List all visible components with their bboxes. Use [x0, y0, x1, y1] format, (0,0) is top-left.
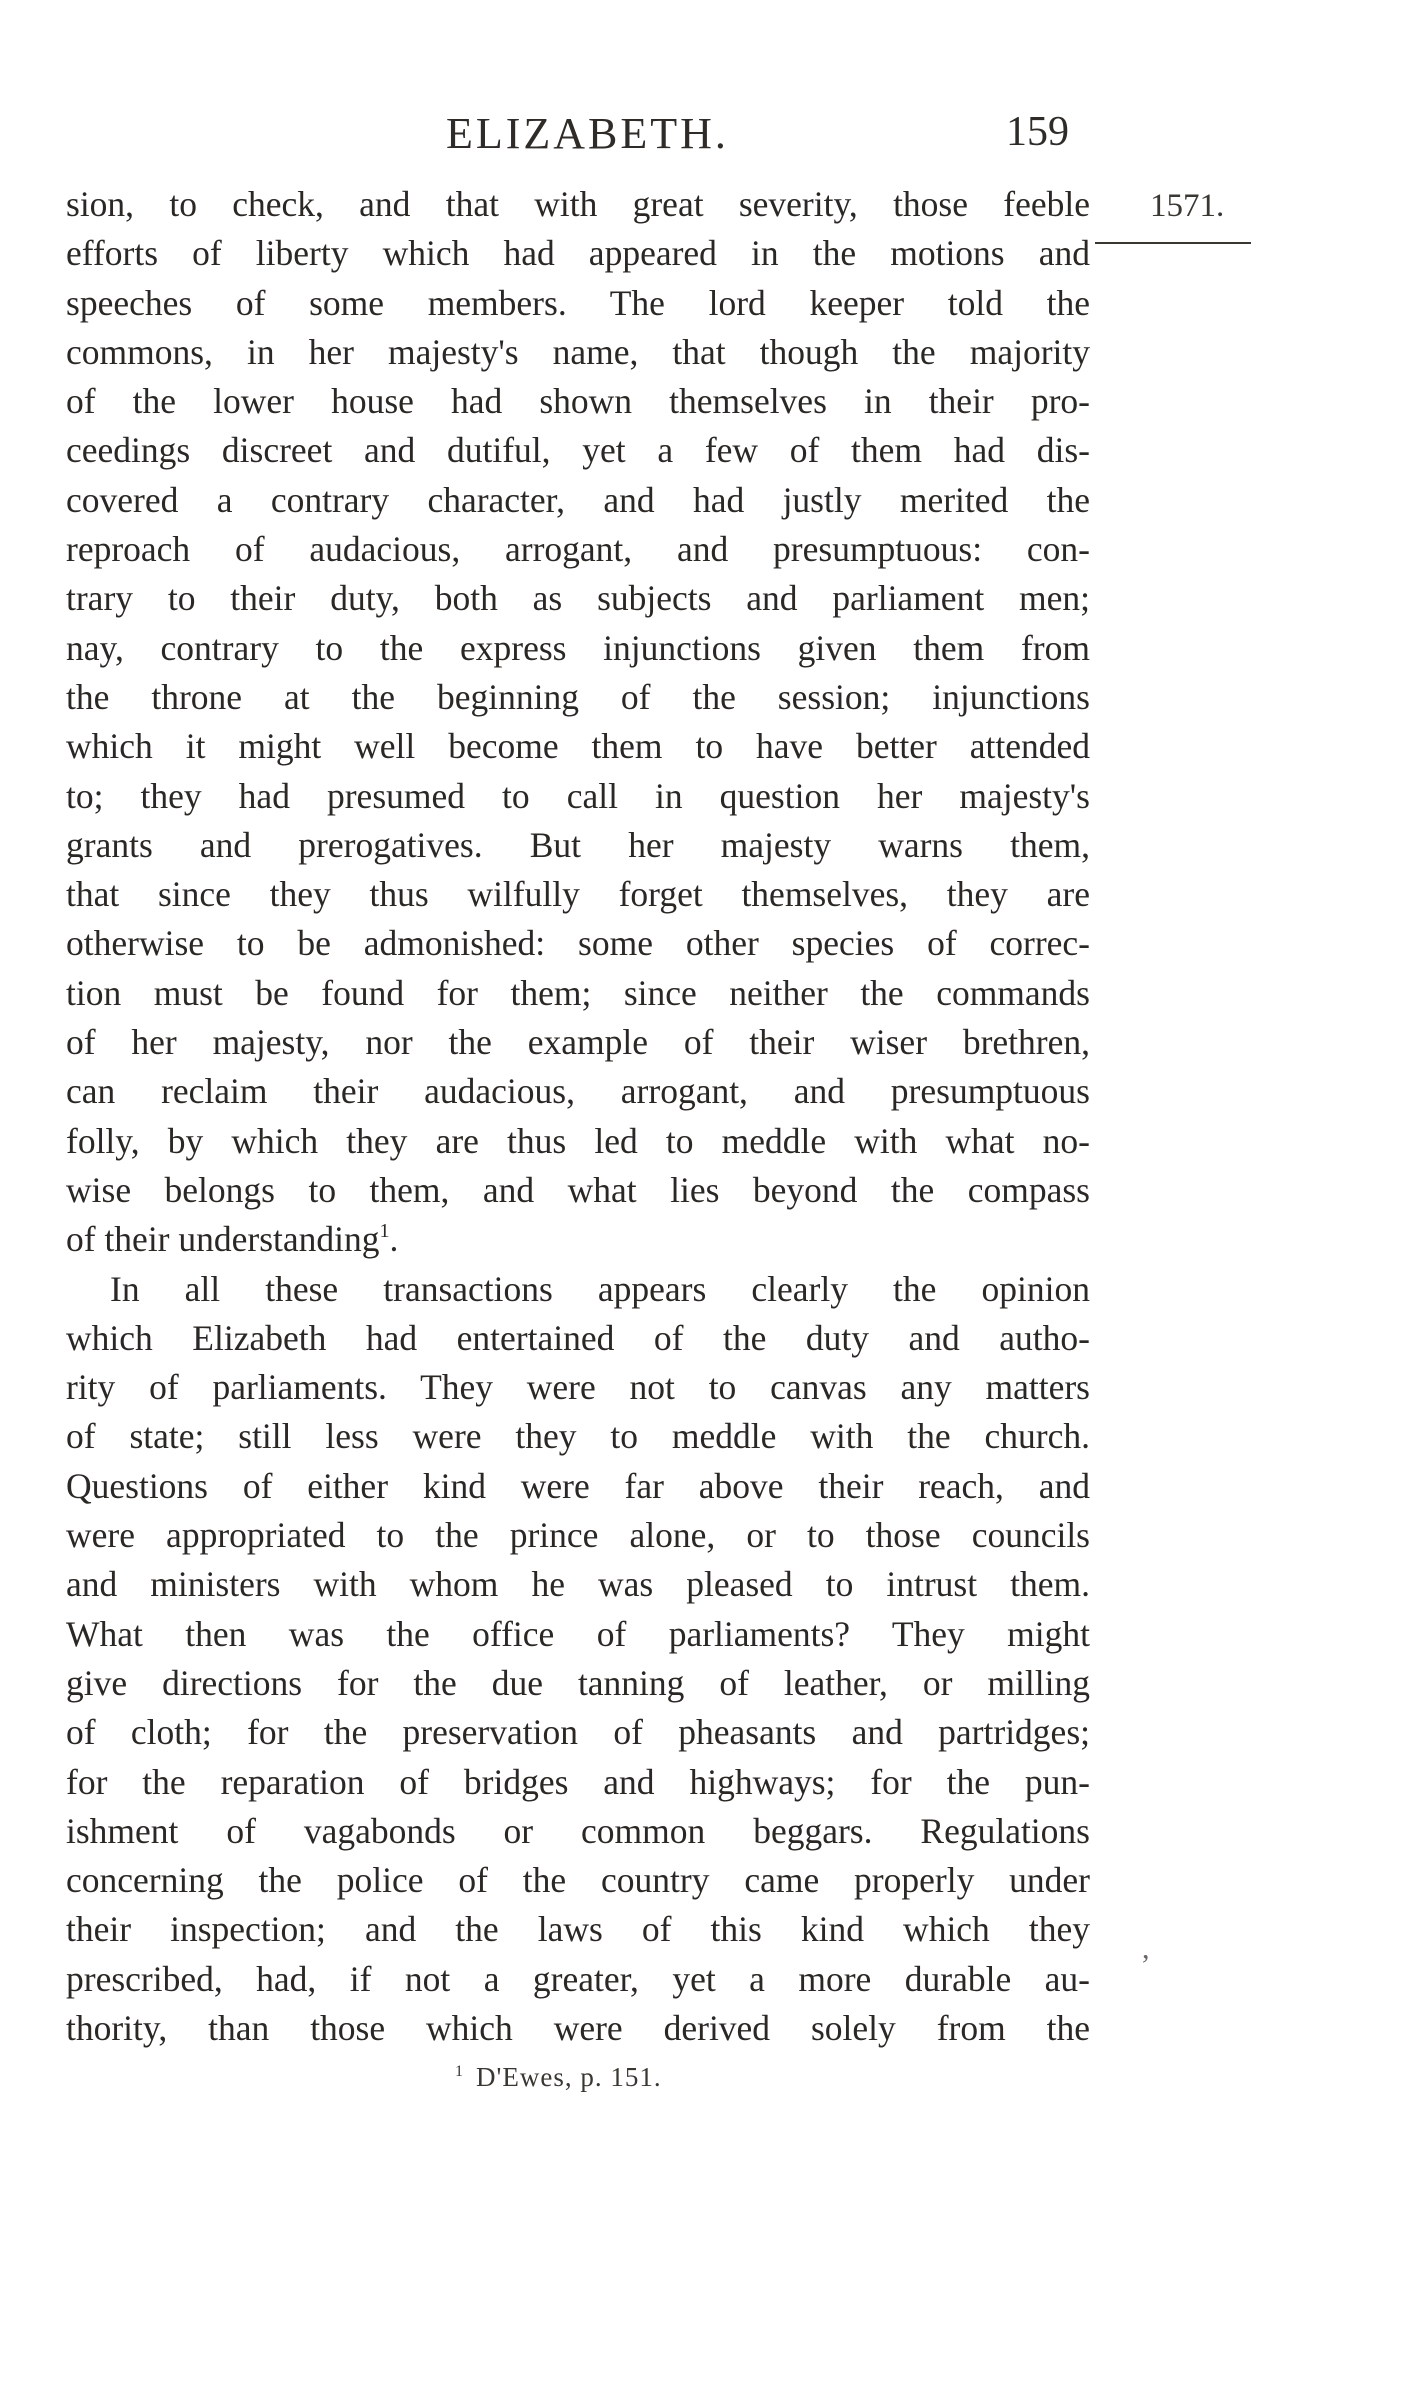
text-line: their inspection; and the laws of this kind which they — [66, 1909, 1090, 1950]
text-line: speeches of some members. The lord keeper told the — [66, 282, 1090, 323]
text-line: for the reparation of bridges and highways; for the pun- — [66, 1761, 1090, 1802]
text-line: can reclaim their audacious, arrogant, and presumptuous — [66, 1071, 1090, 1112]
text-line: tion must be found for them; since neither the commands — [66, 972, 1090, 1013]
text-line: to; they had presumed to call in question her majesty's — [66, 775, 1090, 816]
footnote — [455, 2062, 662, 2093]
print-speck: , — [1142, 1932, 1150, 1965]
text-line: grants and prerogatives. But her majesty warns them, — [66, 824, 1090, 865]
text-line: of her majesty, nor the example of their wiser brethren, — [66, 1022, 1090, 1063]
text-line: of state; still less were they to meddle with the church. — [66, 1416, 1090, 1457]
margin-rule — [1095, 242, 1251, 244]
text-line-last — [66, 1215, 1090, 1264]
paragraph-2 — [66, 1265, 1090, 2054]
text-line: give directions for the due tanning of leather, or milling — [66, 1662, 1090, 1703]
paragraph-1 — [66, 180, 1090, 1265]
text-line: of cloth; for the preservation of pheasants and partridges; — [66, 1712, 1090, 1753]
text-line: which it might well become them to have better attended — [66, 726, 1090, 767]
text-fragment: of their understanding — [66, 1219, 380, 1260]
text-line: and ministers with whom he was pleased to intrust them. — [66, 1564, 1090, 1605]
text-line: the throne at the beginning of the session; injunctions — [66, 676, 1090, 717]
text-line: folly, by which they are thus led to meddle with what no- — [66, 1120, 1090, 1161]
text-fragment: . — [389, 1219, 399, 1260]
text-line: nay, contrary to the express injunctions given them from — [66, 627, 1090, 668]
text-line: commons, in her majesty's name, that though the majority — [66, 331, 1090, 372]
text-line: What then was the office of parliaments? They might — [66, 1613, 1090, 1654]
text-line: concerning the police of the country came properly under — [66, 1860, 1090, 1901]
text-line: were appropriated to the prince alone, or to those councils — [66, 1515, 1090, 1556]
text-line: efforts of liberty which had appeared in the motions and — [66, 233, 1090, 274]
body-text — [66, 180, 1090, 2053]
text-line: otherwise to be admonished: some other species of correc- — [66, 923, 1090, 964]
text-line: trary to their duty, both as subjects and parliament men; — [66, 578, 1090, 619]
text-line: sion, to check, and that with great severity, those feeble — [66, 184, 1090, 224]
text-line: ceedings discreet and dutiful, yet a few of them had dis- — [66, 430, 1090, 471]
running-head — [66, 108, 1069, 168]
text-line-indented: In all these transactions appears clearly the opinion — [110, 1268, 1090, 1309]
text-line: thority, than those which were derived solely from the — [66, 2007, 1090, 2048]
text-line: prescribed, had, if not a greater, yet a more durable au- — [66, 1958, 1090, 1999]
text-line: which Elizabeth had entertained of the duty and autho- — [66, 1317, 1090, 1358]
footnote-number: 1 — [455, 2063, 464, 2080]
margin-year-note: 1571. — [1150, 188, 1225, 224]
text-line: reproach of audacious, arrogant, and presumptuous: con- — [66, 529, 1090, 570]
footnote-reference: 1 — [379, 1220, 390, 1243]
text-line: of the lower house had shown themselves in their pro- — [66, 381, 1090, 422]
text-line: wise belongs to them, and what lies beyond the compass — [66, 1169, 1090, 1210]
text-line: rity of parliaments. They were not to canvas any matters — [66, 1367, 1090, 1408]
footnote-text: D'Ewes, p. 151. — [476, 2062, 662, 2092]
running-title: ELIZABETH. — [446, 109, 729, 158]
text-line: ishment of vagabonds or common beggars. Regulations — [66, 1810, 1090, 1851]
text-line: Questions of either kind were far above their reach, and — [66, 1465, 1090, 1506]
page-number: 159 — [1006, 109, 1069, 155]
text-line: that since they thus wilfully forget themselves, they are — [66, 874, 1090, 915]
text-line: covered a contrary character, and had justly merited the — [66, 479, 1090, 520]
